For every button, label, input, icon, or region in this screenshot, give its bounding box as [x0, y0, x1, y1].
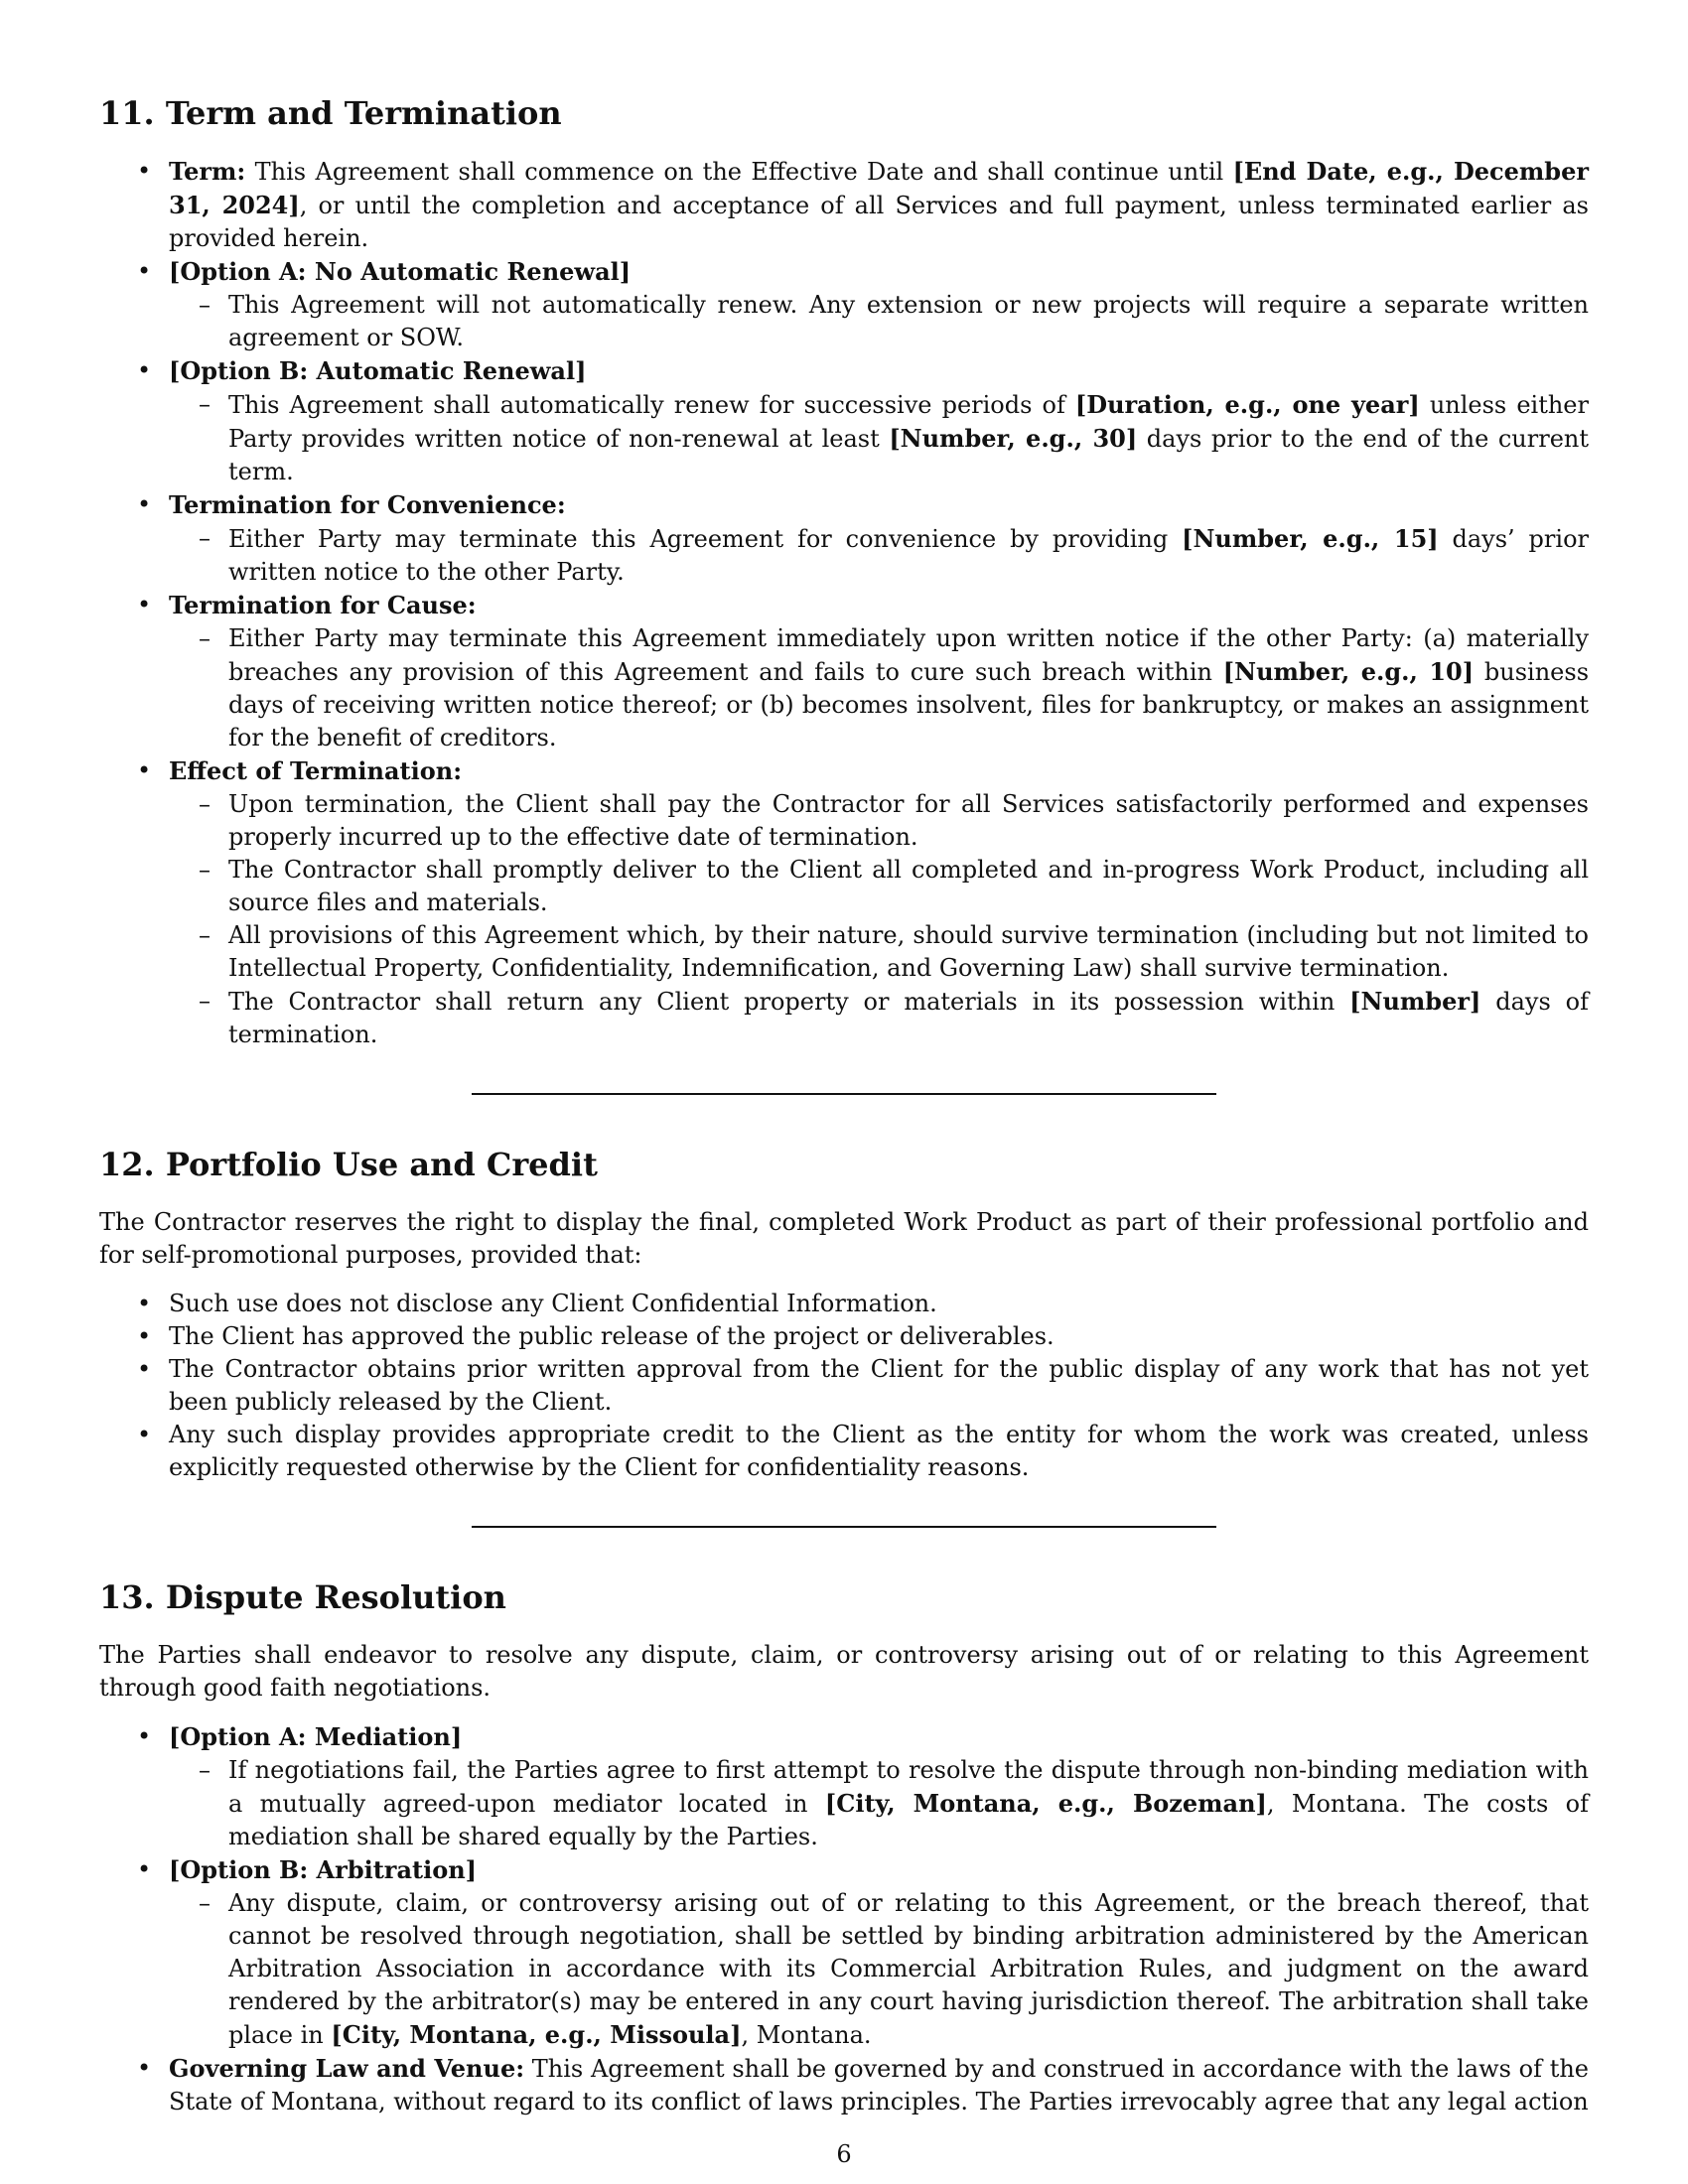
- section-dispute-resolution: [99, 1575, 1589, 2118]
- option-a-text: – This Agreement will not automatically renew. Any extension or new projects will require a separate written agreement or SOW.: [169, 289, 1589, 354]
- term-text-b: , or until the completion and acceptance of all Services and full payment, unless terminated earlier as provided herein.: [169, 192, 1589, 252]
- mediation-text-a: If negotiations fail, the Parties agree to first attempt to resolve the dispute through non-binding mediation with a mutually agreed-upon mediator located in: [228, 1756, 1589, 1818]
- section-term-termination: [99, 91, 1589, 1051]
- effect-item-3: – All provisions of this Agreement which, by their nature, should survive termination (including but not limited to Intellectual Property, Confidentiality, Indemnification, and Governing Law) shall survive termination.: [169, 919, 1589, 985]
- list-item-option-b: [99, 354, 1589, 488]
- page-number: 6: [836, 2140, 852, 2168]
- mediation-label: [Option A: Mediation]: [169, 1722, 463, 1751]
- term-label: Term:: [169, 157, 246, 186]
- dispute-list: [99, 1720, 1589, 2118]
- governing-law-label: Governing Law and Venue:: [169, 2054, 525, 2083]
- number-placeholder-15: [Number, e.g., 15]: [1182, 524, 1439, 553]
- term-text-a: This Agreement shall commence on the Effective Date and shall continue until: [245, 158, 1233, 186]
- arbitration-label: [Option B: Arbitration]: [169, 1855, 478, 1884]
- list-item-arbitration: [99, 1853, 1589, 2052]
- portfolio-list: [99, 1288, 1589, 1484]
- cause-text-b: business days of receiving written notice thereof; or (b) becomes insolvent, files for bankruptcy, or makes an assignment for the benefit of creditors.: [228, 658, 1590, 751]
- portfolio-intro: The Contractor reserves the right to display the final, completed Work Product as part of their professional portfolio and for self-promotional purposes, provided that:: [99, 1208, 1589, 1269]
- portfolio-item: • The Client has approved the public release of the project or deliverables.: [99, 1320, 1589, 1353]
- number-placeholder-30: [Number, e.g., 30]: [889, 424, 1138, 453]
- mediation-text: [169, 1754, 1589, 1853]
- end-date-placeholder: [End Date, e.g., December 31, 2024]: [169, 157, 1589, 219]
- list-item-governing-law: [99, 2052, 1589, 2118]
- dispute-intro: The Parties shall endeavor to resolve any dispute, claim, or controversy arising out of or relating to this Agreement through good faith negotiations.: [99, 1641, 1589, 1702]
- arbitration-text: [169, 1887, 1589, 2052]
- list-item-effect: [99, 754, 1589, 1051]
- document-page: [99, 91, 1589, 2118]
- city-placeholder-bozeman: [City, Montana, e.g., Bozeman]: [824, 1789, 1267, 1818]
- mediation-text-b: , Montana. The costs of mediation shall be shared equally by the Parties.: [228, 1790, 1589, 1850]
- option-b-label: [Option B: Automatic Renewal]: [169, 356, 587, 385]
- section-11-list: [99, 155, 1589, 1051]
- portfolio-item: • Any such display provides appropriate credit to the Client as the entity for whom the work was created, unless explicitly requested otherwise by the Client for confidentiality reasons.: [99, 1419, 1589, 1484]
- portfolio-item: • The Contractor obtains prior written approval from the Client for the public display of any work that has not yet been publicly released by the Client.: [99, 1353, 1589, 1419]
- convenience-text-b: days’ prior written notice to the other Party.: [228, 525, 1589, 586]
- governing-law-text: This Agreement shall be governed by and construed in accordance with the laws of the State of Montana, without regard to its conflict of laws principles. The Parties irrevocably agree that any legal action: [169, 2055, 1589, 2116]
- section-divider: [472, 1526, 1216, 1528]
- list-item-convenience: [99, 488, 1589, 589]
- list-item-cause: [99, 589, 1589, 754]
- list-item-option-a: [99, 255, 1589, 354]
- effect-label: Effect of Termination:: [169, 756, 463, 785]
- portfolio-item: • Such use does not disclose any Client Confidential Information.: [99, 1288, 1589, 1320]
- cause-text: [169, 622, 1589, 754]
- option-b-text-c: days prior to the end of the current term.: [228, 425, 1589, 485]
- city-placeholder-missoula: [City, Montana, e.g., Missoula]: [331, 2020, 742, 2049]
- cause-text-a: Either Party may terminate this Agreement immediately upon written notice if the other Party: (a) materially breaches any provision of this Agreement and fails to cure such breach within: [228, 624, 1589, 686]
- effect-item-4: [169, 985, 1589, 1051]
- list-item-mediation: [99, 1720, 1589, 1853]
- cause-label: Termination for Cause:: [169, 591, 477, 619]
- convenience-text: [169, 522, 1589, 589]
- duration-placeholder: [Duration, e.g., one year]: [1074, 390, 1420, 419]
- option-b-text: [169, 388, 1589, 488]
- section-portfolio: [99, 1143, 1589, 1484]
- section-11-heading: 11. Term and Termination: [99, 94, 562, 132]
- option-b-text-b: unless either Party provides written notice of non-renewal at least: [228, 391, 1589, 453]
- arbitration-text-b: , Montana.: [741, 2021, 872, 2049]
- option-a-label: [Option A: No Automatic Renewal]: [169, 257, 632, 286]
- option-b-text-a: This Agreement shall automatically renew for successive periods of: [228, 391, 1075, 419]
- section-12-heading: 12. Portfolio Use and Credit: [99, 1146, 598, 1183]
- effect-item-4-text-a: The Contractor shall return any Client property or materials in its possession within: [228, 988, 1350, 1016]
- convenience-label: Termination for Convenience:: [169, 490, 566, 519]
- effect-item-4-text-b: days of termination.: [228, 988, 1589, 1048]
- section-divider: [472, 1093, 1216, 1095]
- number-placeholder: [Number]: [1349, 987, 1481, 1016]
- section-13-heading: 13. Dispute Resolution: [99, 1578, 506, 1616]
- number-placeholder-10: [Number, e.g., 10]: [1222, 657, 1475, 686]
- convenience-text-a: Either Party may terminate this Agreement for convenience by providing: [228, 525, 1183, 553]
- effect-item-1: – Upon termination, the Client shall pay the Contractor for all Services satisfactorily performed and expenses properly incurred up to the effective date of termination.: [169, 788, 1589, 854]
- effect-item-2: – The Contractor shall promptly deliver to the Client all completed and in-progress Work Product, including all source files and materials.: [169, 854, 1589, 919]
- arbitration-text-a: Any dispute, claim, or controversy arising out of or relating to this Agreement, or the breach thereof, that cannot be resolved through negotiation, shall be settled by binding arbitration administered by the American Arbitration Association in accordance with its Commercial Arbitration Rules, and judgment on the award rendered by the arbitrator(s) may be entered in any court having jurisdiction thereof. The arbitration shall take place in: [228, 1889, 1589, 2049]
- list-item-term: [99, 155, 1589, 255]
